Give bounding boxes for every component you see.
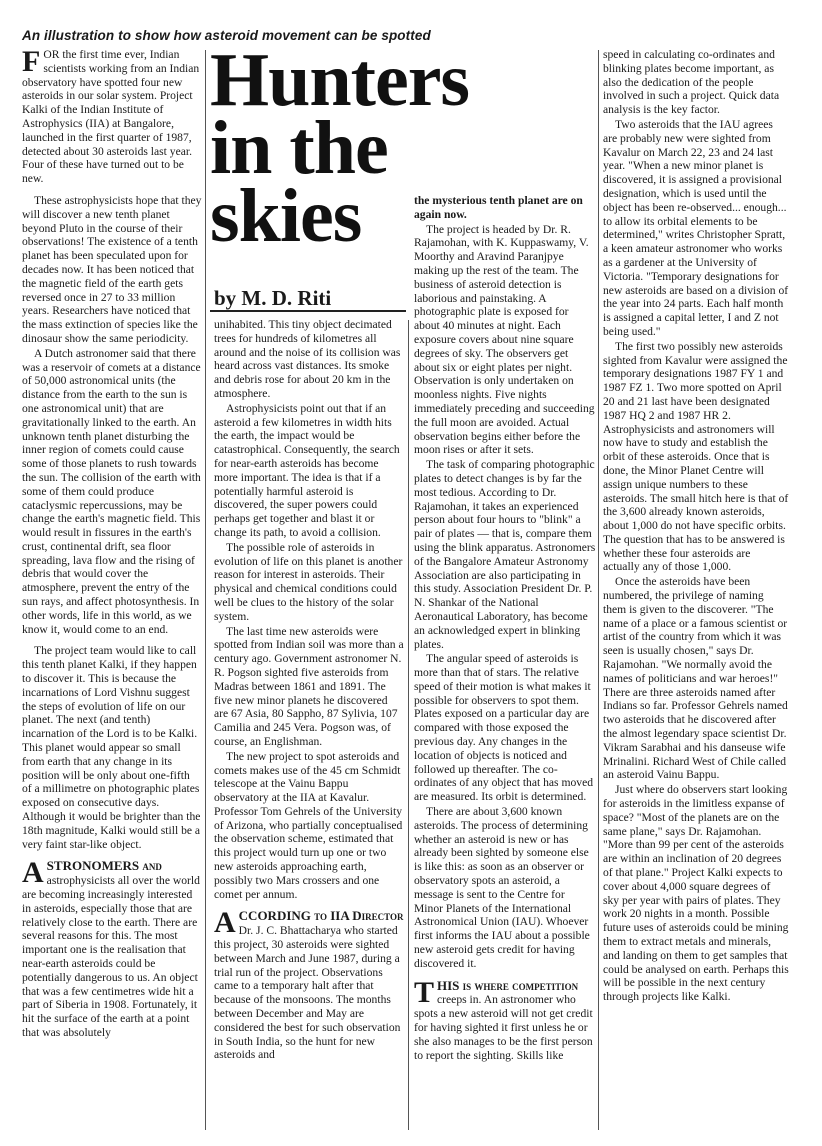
column-rule-2 xyxy=(408,320,409,1130)
photo-caption: An illustration to show how asteroid movement can be spotted xyxy=(22,28,431,43)
headline: Hunters in the skies xyxy=(210,38,469,258)
col2-paragraph-6: ACCORDING to IIA Director Dr. J. C. Bhattacharya who started this project, 30 asteroids were sighted between March and June 1987, during a trial run of the project. Observations came to a temporary halt after that because of the monsoons. The months between December and May are considered the best for such observation in South India, so the hunt for new asteroids and xyxy=(214,906,404,1062)
column-3 xyxy=(414,194,596,1130)
col1-paragraph-5: ASTRONOMERS and astrophysicists all over the world are becoming increasingly interested in asteroids, especially those that are relatively close to the earth. There are several reasons for this. The most important one is the realisation that near-earth asteroids could be potentially dangerous to us. An object that was a few centimetres wide hit a part of Siberia in 1908. Fortunately, it hit the surface of the earth at a point that was absolutely xyxy=(22,856,200,1039)
column-4 xyxy=(603,48,789,1130)
col3-paragraph-2: The task of comparing photographic plates to detect changes is by far the most tedious. According to Dr. Rajamohan, it takes an experienced person about four hours to "blink" a pair of plates — that is, compare them using the blink apparatus. Astronomers of the Bangalore Amateur Astronomy Association are also participating in this study. Association President Dr. P. N. Shankar of the National Aeronautical Laboratory, has become an acknowledged expert in blinking plates. xyxy=(414,458,596,651)
col1-paragraph-1: FOR the first time ever, Indian scientists working from an Indian observatory have spotted four new asteroids in our solar system. Project Kalki of the Indian Institute of Astrophysics (IIA) at Bangalore, launched in the first quarter of 1987, detected about 30 asteroids last year. Four of these have turned out to be new. xyxy=(22,48,200,186)
dropcap-f: F xyxy=(22,48,41,78)
column-rule-3 xyxy=(598,50,599,1130)
col4-paragraph-4: Once the asteroids have been numbered, the privilege of naming them is given to the discoverer. "The name of a place or a famous scientist or artist of the country from which it was seen is usually chosen," says Dr. Rajamohan. "We normally avoid the names of politicians and war heroes!" There are three asteroids named after Indians so far. Professor Gehrels named two asteroids that he discovered after the almost legendary space scientist Dr. Vikram Sarabhai and his danseuse wife Mrinalini. Richard West of Chile called an asteroid Vainu Bappu. xyxy=(603,575,788,782)
col3-paragraph-4: There are about 3,600 known asteroids. The process of determining whether an asteroid is new or has already been sighted by someone else is like this: as soon as an observer or observatory spots an asteroid, a message is sent to the Centre for Minor Planets of the International Astronomical Union (IAU). Whoever first informs the IAU about a possible new asteroid gets credit for having discovered it. xyxy=(414,805,590,970)
dropcap-t: T xyxy=(414,975,435,1009)
col2-paragraph-2: Astrophysicists point out that if an asteroid a few kilometres in width hits the earth, the impact would be catastrophical. Consequently, the search for near-earth asteroids has become more important. The idea is that if a potentially harmful asteroid is discovered, the super powers could perhaps get together and blast it or change its path, to avoid a collision. xyxy=(214,401,400,539)
column-1 xyxy=(22,48,202,1128)
col1-paragraph-4: The project team would like to call this tenth planet Kalki, if they happen to discover it. This is because the incarnations of Lord Vishnu suggest the steps of evolution of life on our planet. The next (and tenth) incarnation of the Lord is to be Kalki. This planet would appear so small from earth that any change in its position will be only about one-fifth of a millimetre on photographic plates exposed on consecutive days. Although it would be brighter than the 18th magnitude, Kalki would still be a very faint star-like object. xyxy=(22,644,201,851)
col4-paragraph-5: Just where do observers start looking for asteroids in the limitless expanse of space? "Most of the planets are on the same plane," says Dr. Rajamohan. "More than 99 per cent of the asteroids are within an inclination of 20 degrees of that plane." Project Kalki expects to cover about 4,000 square degrees of sky per year with pairs of plates. They work 20 nights in a month. Possible future uses of asteroids could be mining them to extract metals and minerals, and landing on them to get samples that could be analysed on earth. Perhaps this will be possible in the next century through projects like Kalki. xyxy=(603,783,789,1004)
col1-paragraph-2: These astrophysicists hope that they will discover a new tenth planet beyond Pluto in the course of their observations! The existence of a tenth planet has been speculated upon for decades now. It has been noticed that the magnetic field of the earth gets reversed once in 27 to 33 million years. Researchers have noticed that the mass extinction of species like the dinosaur show the same periodicity. xyxy=(22,193,202,345)
col3-paragraph-5: THIS is where competition creeps in. An astronomer who spots a new asteroid will not get credit for having sighted it first unless he or she also manages to be the first person to report the sighting. Skills like xyxy=(414,975,593,1062)
col3-lead-line: the mysterious tenth planet are on again now. xyxy=(414,194,583,221)
col1-paragraph-3: A Dutch astronomer said that there was a reservoir of comets at a distance of 50,000 astronomical units (the distance from the earth to the sun is one astronomical unit) that are gravitationally linked to the earth. An unknown tenth planet disturbing the inner region of comets could cause some of those planets to rush towards the sun. The collision of the earth with some of them could produce cataclysmic repercussions, may be change the earth's magnetic field. This would result in fissures in the earth's crust, continental drift, sea floor spreading, lava flow and the rising of debris that would cover the atmosphere, prevent the entry of the sun rays, and affect photosynthesis. In other words, life in this world, as we know it, would come to an end. xyxy=(22,346,201,636)
col3-paragraph-1: The project is headed by Dr. R. Rajamohan, with K. Kuppaswamy, V. Moorthy and Aravind Paranjpye making up the rest of the team. The business of asteroid detection is laborious and painstaking. A photographic plate is exposed for about 40 minutes at night. Each exposure covers about nine square degrees of sky. The observers get about six or eight plates per night. Observation is only undertaken on moonless nights. Five nights immediately preceding and succeeding the full moon are avoided. Actual observation begins either before the moon rises or after it sets. xyxy=(414,222,595,457)
col2-paragraph-5: The new project to spot asteroids and comets makes use of the 45 cm Schmidt telescope at the Vainu Bappu observatory at the IIA at Kavalur. Professor Tom Gehrels of the University of Arizona, who partially conceptualised the observation scheme, estimated that this project would turn up one or two new asteroids approaching earth, possibly two Mars crossers and one comet per annum. xyxy=(214,749,403,901)
column-2 xyxy=(214,318,404,1130)
col3-paragraph-3: The angular speed of asteroids is more than that of stars. The relative speed of their motion is what makes it possible for observers to spot them. Plates exposed on a particular day are compared with those exposed the previous day. Any changes in the location of objects is noticed and followed up thereafter. The co-ordinates of any object that has moved are measured. Its orbit is determined. xyxy=(414,652,594,804)
col2-paragraph-3: The possible role of asteroids in evolution of life on this planet is another reason for interest in asteroids. Their physical and chemical conditions could well be clues to the history of the solar system. xyxy=(214,540,403,623)
dropcap-a: A xyxy=(22,856,44,890)
col4-paragraph-2: Two asteroids that the IAU agrees are probably new were sighted from Kavalur on March 22, 23 and 24 last year. "When a new minor planet is discovered, it is assigned a provisional designation, which is used until the object has been re-observed... enough... to allow its orbital elements to be determined," writes Christopher Spratt, a keen amateur astronomer who works as a gardener at the University of Victoria. "Temporary designations for new asteroids are based on a division of the year into 24 parts. Each half month is assigned a capital letter, I and Z not being used." xyxy=(603,117,789,338)
dropcap-a2: A xyxy=(214,906,236,940)
col2-paragraph-4: The last time new asteroids were spotted from Indian soil was more than a century ago. Government astronomer N. R. Pogson sighted five asteroids from Madras between 1861 and 1891. The five new minor planets he discovered are 67 Asia, 80 Sappho, 87 Sylivia, 107 Camilia and 245 Vera. Pogson was, of course, an Englishman. xyxy=(214,624,404,748)
col4-paragraph-3: The first two possibly new asteroids sighted from Kavalur were assigned the temporary designations 1987 FY 1 and 1987 FZ 1. Two more spotted on April 20 and 21 last have been designated 1987 HQ 2 and 1987 HR 2. Astrophysicists and astronomers will now have to study and establish the orbit of these asteroids. Once that is done, the Minor Planet Centre will assign unique numbers to these asteroids. The small hitch here is that of the 3,600 already known asteroids, about 1,000 do not have specific orbits. The question that has to be answered is whether these four asteroids are actually any of those 1,000. xyxy=(603,339,789,574)
col4-paragraph-1: speed in calculating co-ordinates and blinking plates become important, as also the dedication of the people involved in such a project. Quick data analysis is the key factor. xyxy=(603,48,780,117)
col2-paragraph-1: unihabited. This tiny object decimated trees for hundreds of kilometres all around and the noise of its collision was heard across vast distances. Its smoke and debris rose for about 20 km in the atmosphere. xyxy=(214,318,401,400)
column-rule-1 xyxy=(205,50,206,1130)
byline: by M. D. Riti xyxy=(214,286,332,310)
